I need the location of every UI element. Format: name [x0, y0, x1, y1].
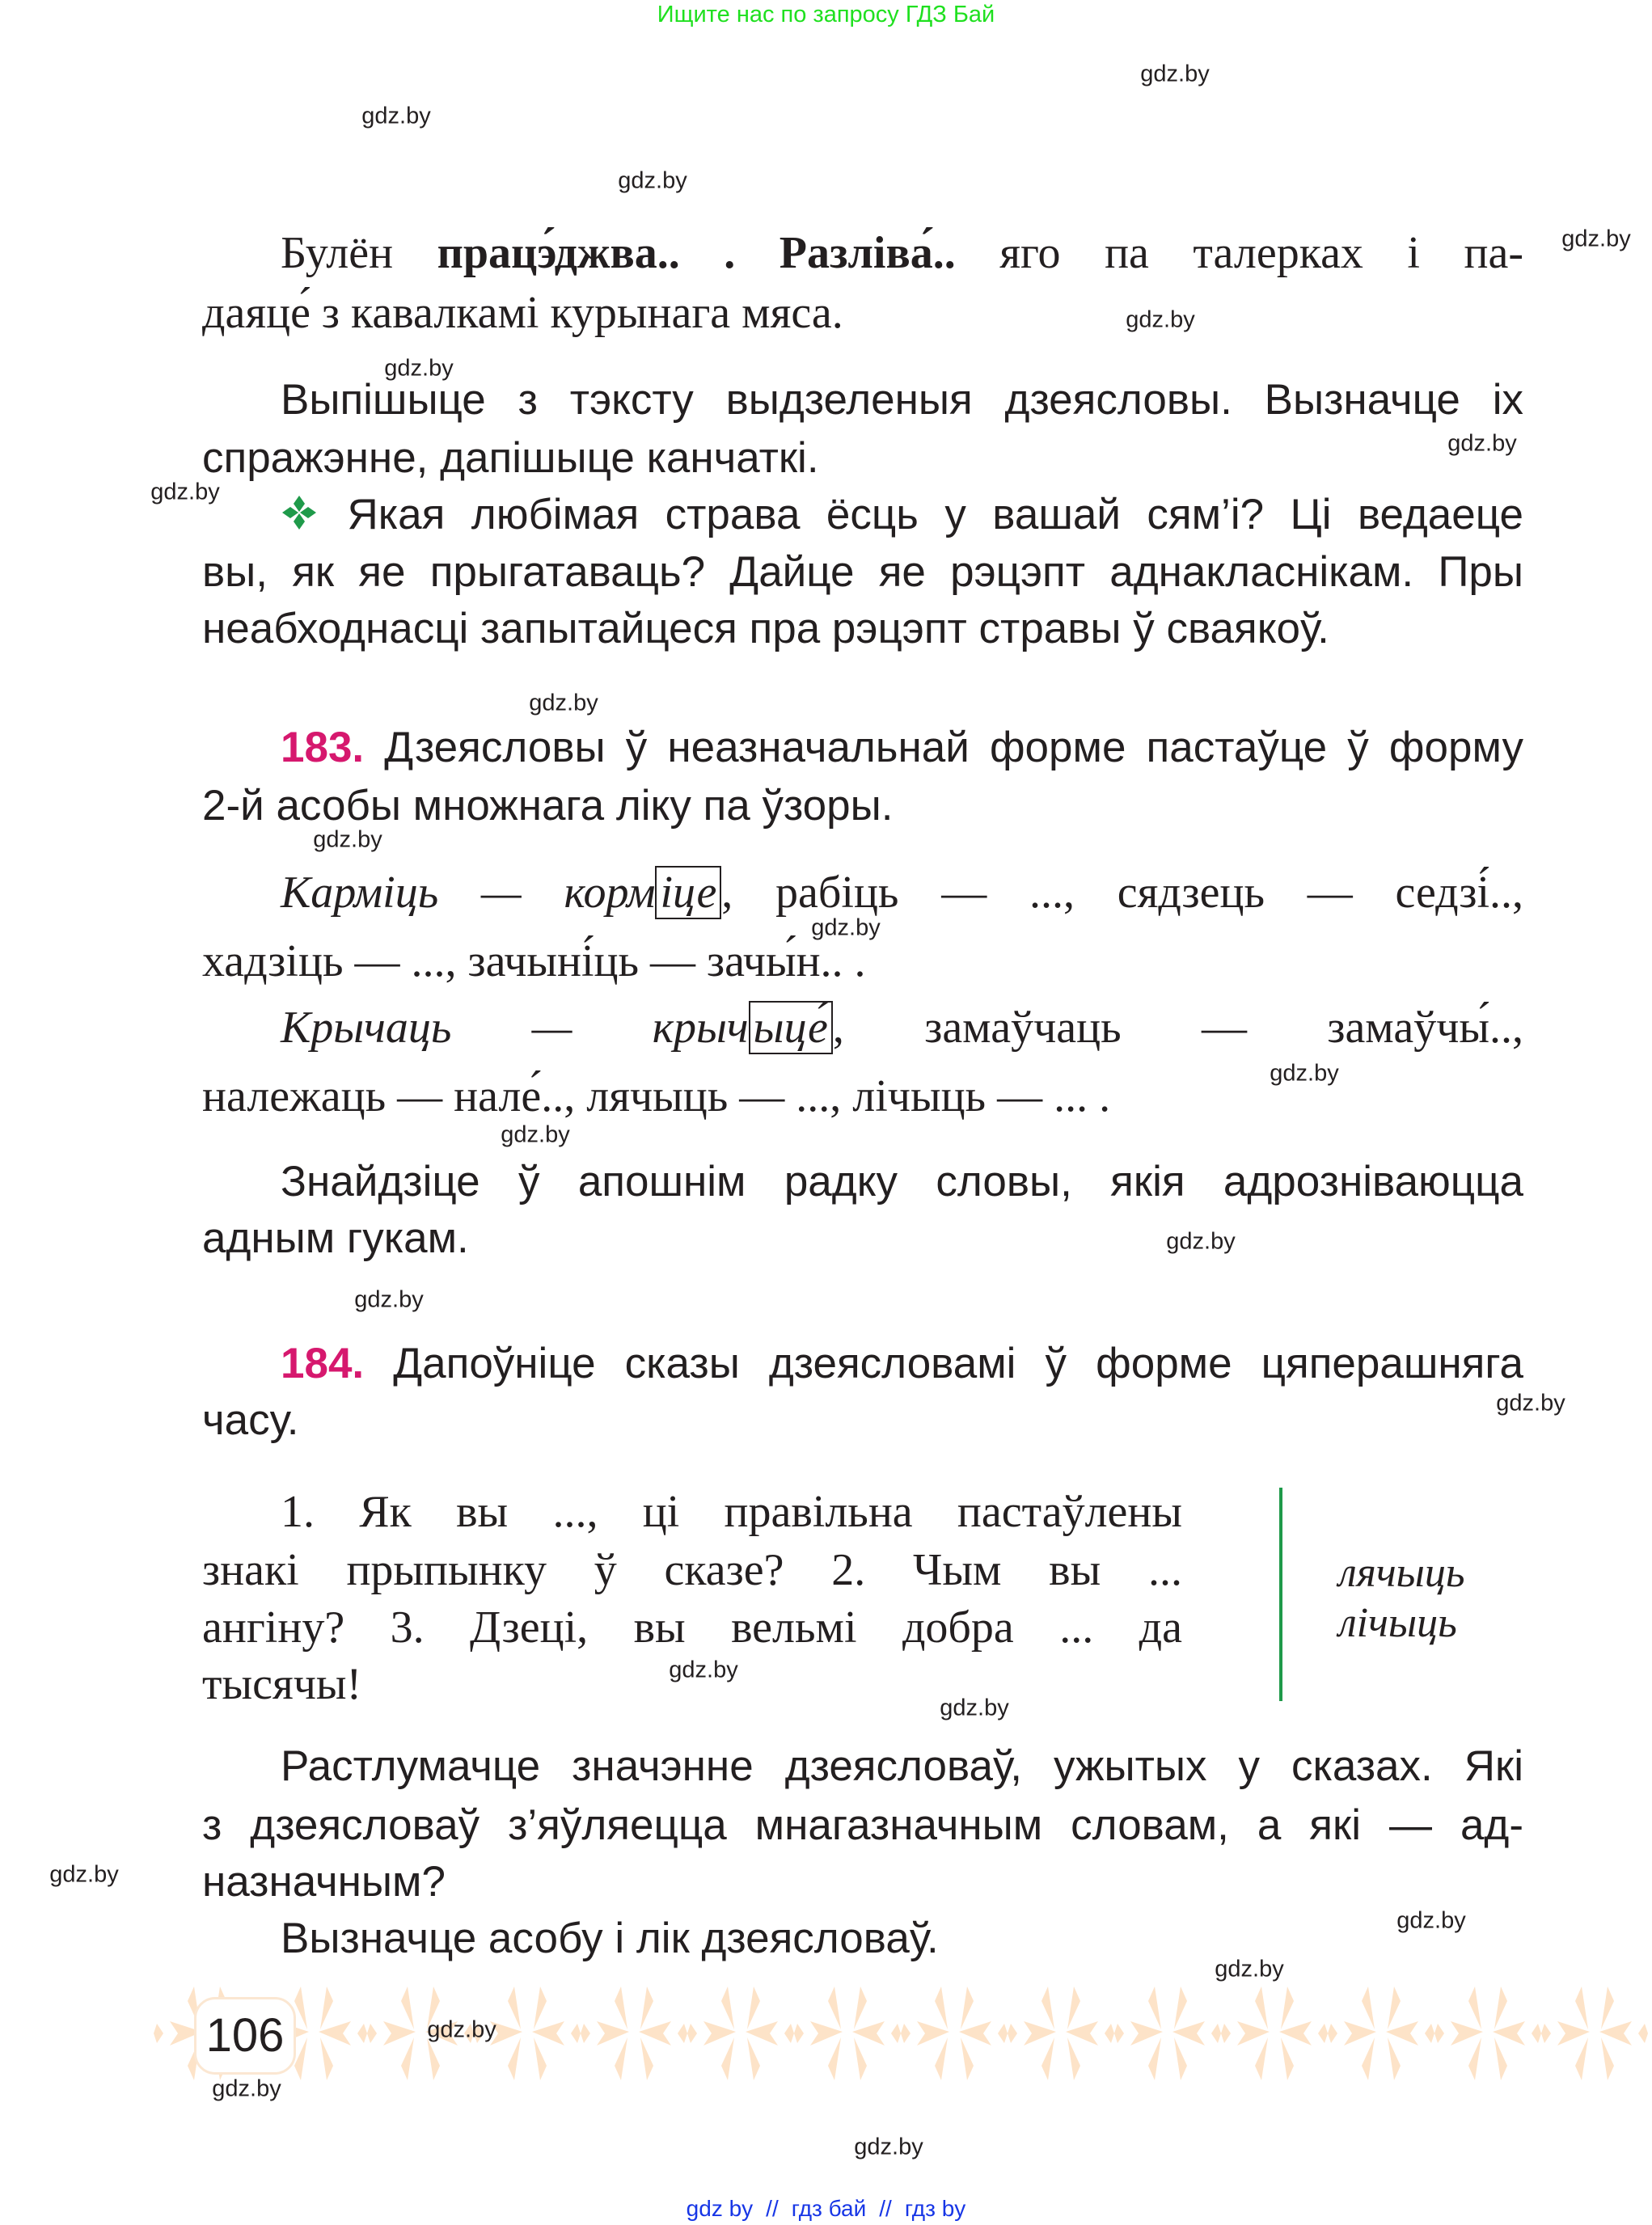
- sentence-line: знакі прыпынку ў сказе? 2. Чым вы ...: [202, 1545, 1182, 1595]
- watermark-text: gdz.by: [150, 479, 220, 505]
- snowflake-icon: [901, 1985, 1008, 2082]
- watermark-text: gdz.by: [354, 1286, 424, 1313]
- exercise-text: адным гукам.: [202, 1214, 469, 1262]
- question-line: [281, 486, 1523, 544]
- watermark-text: gdz.by: [1215, 1956, 1284, 1982]
- exercise-text: Вызначце асобу і лік дзеясловаў.: [281, 1915, 939, 1962]
- exercise-text: Дапоўніце сказы дзеясловамі ў форме цяперашняга: [364, 1340, 1523, 1387]
- example-text: Карміць — корм: [281, 868, 656, 918]
- exercise-183-title: [281, 719, 1523, 777]
- watermark-text: gdz.by: [1166, 1228, 1236, 1255]
- question-text: Якая любімая страва ёсць у вашай сям’і? Ці ведаеце: [347, 491, 1523, 538]
- excerpt-text: яго па талерках і па-: [955, 228, 1523, 278]
- exercise-text: Растлумачце значэнне дзеясловаў, ужытых у сказах. Які: [281, 1742, 1523, 1790]
- example-text: , замаўчаць — замаўчы́..,: [832, 1003, 1523, 1053]
- watermark-text: gdz.by: [1561, 226, 1631, 252]
- ending-box: ыце́: [749, 1001, 833, 1054]
- sentence-line: 1. Як вы ..., ці правільна пастаўлены: [281, 1487, 1182, 1537]
- watermark-text: gdz.by: [212, 2075, 281, 2102]
- ornament-border: [154, 1985, 1652, 2082]
- example-row: належаць — нале́.., лячыць — ..., лічыць — ... .: [202, 1071, 1111, 1121]
- separator: //: [766, 2196, 779, 2221]
- footer-link[interactable]: гдз бай: [791, 2196, 867, 2221]
- highlighted-verbs: працэ́джва.. . Разліва́..: [437, 228, 956, 278]
- watermark-text: gdz.by: [529, 690, 598, 716]
- word-option: лічыць: [1338, 1600, 1457, 1646]
- exercise-number: 184.: [281, 1340, 365, 1387]
- example-row: хадзіць — ..., зачыні́ць — зачы́н.. .: [202, 936, 866, 986]
- sentence-line: ангіну? 3. Дзеці, вы вельмі добра ... да: [202, 1602, 1182, 1653]
- watermark-text: gdz.by: [384, 355, 454, 382]
- watermark-text: gdz.by: [49, 1861, 119, 1888]
- watermark-text: gdz.by: [501, 1121, 570, 1148]
- snowflake-icon: [1008, 1985, 1114, 2082]
- word-option: лячыць: [1338, 1550, 1465, 1596]
- exercise-text: назначным?: [202, 1858, 446, 1906]
- example-row: [281, 999, 1523, 1057]
- question-text: вы, як яе прыгатаваць? Дайце яе рэцэпт аднакласнікам. Пры: [202, 548, 1523, 596]
- footer-link[interactable]: gdz by: [686, 2196, 754, 2221]
- watermark-text: gdz.by: [618, 167, 687, 194]
- watermark-text: gdz.by: [1140, 61, 1210, 87]
- snowflake-icon: [1328, 1985, 1434, 2082]
- exercise-text: Знайдзіце ў апошнім радку словы, якія адрозніваюцца: [281, 1158, 1523, 1205]
- sentence-line: тысячы!: [202, 1659, 362, 1709]
- excerpt-line-2: даяце́ з кавалкамі курынага мяса.: [202, 288, 843, 338]
- watermark-text: gdz.by: [854, 2134, 923, 2160]
- watermark-text: gdz.by: [1270, 1060, 1339, 1087]
- promo-header: Ищите нас по запросу ГДЗ Бай: [657, 2, 995, 27]
- snowflake-icon: [1434, 1985, 1541, 2082]
- diamond-icon: [281, 488, 321, 547]
- watermark-text: gdz.by: [1496, 1390, 1565, 1416]
- example-row: [281, 863, 1523, 922]
- question-text: неабходнасці запытайцеся пра рэцэпт стравы ў сваякоў.: [202, 605, 1329, 652]
- exercise-number: 183.: [281, 724, 365, 771]
- watermark-text: gdz.by: [940, 1695, 1009, 1721]
- ending-box: іце: [655, 866, 721, 919]
- snowflake-icon: [1114, 1985, 1221, 2082]
- divider-line: [1279, 1488, 1282, 1701]
- exercise-text: з дзеясловаў з’яўляецца мнагазначным словам, а які — ад-: [202, 1801, 1523, 1849]
- task-text: Выпішыце з тэксту выдзеленыя дзеясловы. Вызначце іх: [281, 376, 1523, 424]
- watermark-text: gdz.by: [361, 103, 431, 129]
- watermark-text: gdz.by: [313, 826, 382, 853]
- watermark-text: gdz.by: [1447, 430, 1517, 457]
- snowflake-icon: [1221, 1985, 1328, 2082]
- exercise-184-title: [281, 1335, 1523, 1393]
- snowflake-icon: [1541, 1985, 1648, 2082]
- exercise-text: часу.: [202, 1396, 299, 1444]
- watermark-text: gdz.by: [669, 1657, 738, 1683]
- exercise-text: Дзеясловы ў неазначальнай форме пастаўце ў форму: [364, 724, 1523, 771]
- watermark-text: gdz.by: [1396, 1907, 1466, 1934]
- footer-links: [0, 2196, 1652, 2222]
- example-text: , рабіць — ..., сядзець — седзі́..,: [721, 868, 1523, 918]
- watermark-text: gdz.by: [427, 2016, 496, 2043]
- example-text: Крычаць — крыч: [281, 1003, 749, 1053]
- excerpt-text: Булён: [281, 228, 437, 278]
- footer-link[interactable]: гдз by: [904, 2196, 966, 2221]
- excerpt-line-1: [281, 224, 1523, 282]
- snowflake-icon: [581, 1985, 687, 2082]
- snowflake-icon: [687, 1985, 794, 2082]
- snowflake-icon: [794, 1985, 901, 2082]
- separator: //: [879, 2196, 892, 2221]
- task-text: спражэнне, дапішыце канчаткі.: [202, 434, 819, 482]
- watermark-text: gdz.by: [1126, 306, 1195, 333]
- watermark-text: gdz.by: [811, 914, 881, 941]
- exercise-text: 2-й асобы множнага ліку па ўзоры.: [202, 782, 894, 830]
- page-number: 106: [194, 1997, 296, 2075]
